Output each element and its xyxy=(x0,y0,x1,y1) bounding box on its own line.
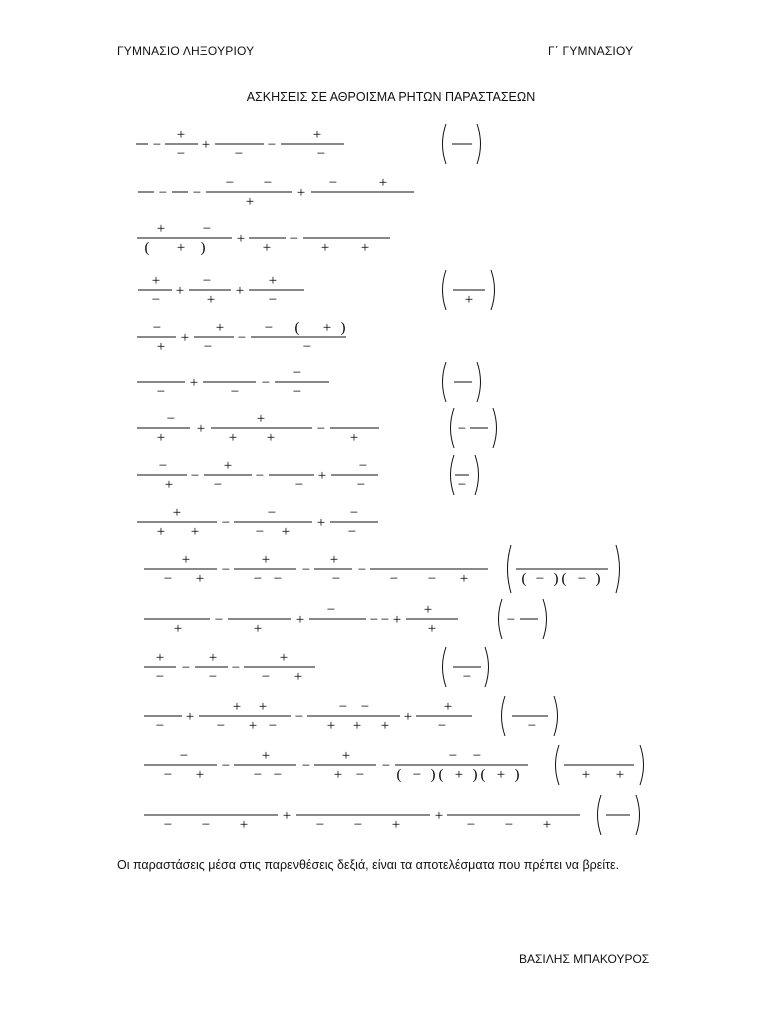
denominator-sign: + xyxy=(190,524,200,540)
denominator-sign: − xyxy=(255,524,265,540)
denominator-sign: ) xyxy=(514,767,520,783)
denominator-sign: − xyxy=(213,477,223,493)
numerator-sign: + xyxy=(208,650,218,666)
numerator-sign: − xyxy=(349,505,359,521)
denominator-sign: + xyxy=(195,571,205,587)
result-close-paren xyxy=(491,270,495,310)
denominator-sign: + xyxy=(253,621,263,637)
denominator-sign: − xyxy=(294,477,304,493)
denominator-sign: − xyxy=(353,817,363,833)
operator-sign: − xyxy=(380,612,390,628)
numerator-sign: − xyxy=(472,748,482,764)
numerator-sign: + xyxy=(172,505,182,521)
result-close-paren xyxy=(493,408,497,448)
numerator-sign: − xyxy=(448,748,458,764)
operator-sign: − xyxy=(192,185,202,201)
numerator-sign: + xyxy=(312,127,322,143)
operator-sign: + xyxy=(235,283,245,299)
denominator-sign: − xyxy=(208,669,218,685)
numerator-sign: + xyxy=(341,748,351,764)
numerator-sign: + xyxy=(215,320,225,336)
denominator-sign: − xyxy=(389,571,399,587)
operator-sign: − xyxy=(214,612,224,628)
numerator-sign: + xyxy=(232,699,242,715)
numerator-sign: − xyxy=(360,699,370,715)
denominator-sign: − xyxy=(331,571,341,587)
denominator-sign: − xyxy=(273,571,283,587)
denominator-sign: + xyxy=(248,718,258,734)
numerator-sign: + xyxy=(423,602,433,618)
operator-sign: + xyxy=(196,421,206,437)
operator-sign: − xyxy=(381,758,391,774)
denominator-sign: − xyxy=(302,339,312,355)
result-close-paren xyxy=(475,455,479,495)
denominator-sign: − xyxy=(356,477,366,493)
result-sign: − xyxy=(506,612,516,628)
numerator-sign: − xyxy=(328,175,338,191)
denominator-sign: − xyxy=(156,384,166,400)
numerator-sign: + xyxy=(223,458,233,474)
result-close-paren xyxy=(636,795,640,835)
denominator-sign: − xyxy=(577,571,587,587)
result-open-paren xyxy=(502,696,506,736)
denominator-sign: − xyxy=(292,384,302,400)
operator-sign: − xyxy=(289,231,299,247)
denominator-sign: + xyxy=(156,430,166,446)
denominator-sign: − xyxy=(355,767,365,783)
denominator-sign: ) xyxy=(595,571,601,587)
denominator-sign: ) xyxy=(472,767,478,783)
operator-sign: + xyxy=(295,612,305,628)
numerator-sign: ) xyxy=(340,320,346,336)
result-close-paren xyxy=(477,362,481,402)
numerator-sign: + xyxy=(261,552,271,568)
operator-sign: − xyxy=(237,330,247,346)
operator-sign: − xyxy=(316,421,326,437)
denominator-sign: + xyxy=(427,621,437,637)
operator-sign: − xyxy=(357,562,367,578)
denominator-sign: − xyxy=(253,767,263,783)
operator-sign: + xyxy=(296,185,306,201)
denominator-sign: − xyxy=(347,524,357,540)
denominator-sign: ( xyxy=(480,767,486,783)
denominator-sign: − xyxy=(535,571,545,587)
operator-sign: − xyxy=(152,137,162,153)
numerator-sign: + xyxy=(268,273,278,289)
numerator-sign: − xyxy=(179,748,189,764)
result-open-paren xyxy=(499,599,503,639)
denominator-sign: − xyxy=(315,817,325,833)
grade-label: Γ΄ ΓΥΜΝΑΣΙΟΥ xyxy=(548,44,634,58)
result-sign: − xyxy=(457,421,467,437)
numerator-sign: − xyxy=(263,175,273,191)
result-open-paren xyxy=(443,362,447,402)
denominator-sign: + xyxy=(464,292,474,308)
result-open-paren xyxy=(443,647,447,687)
operator-sign: + xyxy=(236,231,246,247)
denominator-sign: + xyxy=(173,621,183,637)
denominator-sign: + xyxy=(454,767,464,783)
author-name: ΒΑΣΙΛΗΣ ΜΠΑΚΟΥΡΟΣ xyxy=(519,952,650,966)
operator-sign: − xyxy=(221,562,231,578)
result-close-paren xyxy=(477,124,481,164)
denominator-sign: + xyxy=(542,817,552,833)
denominator-sign: − xyxy=(462,669,472,685)
denominator-sign: + xyxy=(459,571,469,587)
operator-sign: + xyxy=(282,808,292,824)
denominator-sign: − xyxy=(437,718,447,734)
operator-sign: + xyxy=(434,808,444,824)
operator-sign: − xyxy=(221,758,231,774)
denominator-sign: ) xyxy=(553,571,559,587)
denominator-sign: − xyxy=(216,718,226,734)
denominator-sign: − xyxy=(261,669,271,685)
numerator-sign: − xyxy=(225,175,235,191)
numerator-sign: + xyxy=(256,411,266,427)
operator-sign: + xyxy=(189,375,199,391)
operator-sign: + xyxy=(201,137,211,153)
denominator-sign: − xyxy=(253,571,263,587)
denominator-sign: − xyxy=(268,292,278,308)
denominator-sign: + xyxy=(326,718,336,734)
result-close-paren xyxy=(554,696,558,736)
denominator-sign: − xyxy=(234,146,244,162)
denominator-sign: − xyxy=(176,146,186,162)
numerator-sign: + xyxy=(181,552,191,568)
denominator-sign: + xyxy=(360,240,370,256)
numerator-sign: − xyxy=(166,411,176,427)
denominator-sign: + xyxy=(156,524,166,540)
school-name: ΓΥΜΝΑΣΙΟ ΛΗΞΟΥΡΙΟΥ xyxy=(117,44,255,58)
denominator-sign: + xyxy=(293,669,303,685)
numerator-sign: + xyxy=(329,552,339,568)
denominator-sign: − xyxy=(466,817,476,833)
denominator-sign: − xyxy=(151,292,161,308)
denominator-sign: + xyxy=(581,767,591,783)
operator-sign: − xyxy=(261,375,271,391)
operator-sign: + xyxy=(403,709,413,725)
result-open-paren xyxy=(443,270,447,310)
denominator-sign: − xyxy=(427,571,437,587)
denominator-sign: + xyxy=(176,240,186,256)
operator-sign: − xyxy=(231,660,241,676)
result-open-paren xyxy=(598,795,602,835)
denominator-sign: + xyxy=(266,430,276,446)
denominator-sign: − xyxy=(201,817,211,833)
denominator-sign: − xyxy=(316,146,326,162)
denominator-sign: + xyxy=(245,194,255,210)
denominator-sign: ( xyxy=(144,240,150,256)
denominator-sign: − xyxy=(203,339,213,355)
result-close-paren xyxy=(616,545,620,593)
denominator-sign: + xyxy=(349,430,359,446)
numerator-sign: + xyxy=(151,273,161,289)
result-open-paren xyxy=(451,408,455,448)
numerator-sign: + xyxy=(378,175,388,191)
denominator-sign: − xyxy=(412,767,422,783)
denominator-sign: + xyxy=(380,718,390,734)
denominator-sign: + xyxy=(156,339,166,355)
numerator-sign: + xyxy=(443,699,453,715)
numerator-sign: + xyxy=(156,221,166,237)
denominator-sign: − xyxy=(163,571,173,587)
numerator-sign: − xyxy=(326,602,336,618)
denominator-sign: ( xyxy=(438,767,444,783)
operator-sign: − xyxy=(369,612,379,628)
denominator-sign: ( xyxy=(521,571,527,587)
denominator-sign: + xyxy=(164,477,174,493)
instructions-note: Οι παραστάσεις μέσα στις παρενθέσεις δεξιά, είναι τα αποτελέσματα που πρέπει να βρείτε. xyxy=(117,858,620,872)
result-open-paren xyxy=(508,545,512,593)
numerator-sign: + xyxy=(261,748,271,764)
denominator-sign: + xyxy=(262,240,272,256)
page-title: ΑΣΚΗΣΕΙΣ ΣΕ ΑΘΡΟΙΣΜΑ ΡΗΤΩΝ ΠΑΡΑΣΤΑΣΕΩΝ xyxy=(246,90,536,104)
numerator-sign: + xyxy=(258,699,268,715)
numerator-sign: − xyxy=(292,365,302,381)
denominator-sign: + xyxy=(320,240,330,256)
result-close-paren xyxy=(485,647,489,687)
denominator-sign: + xyxy=(333,767,343,783)
numerator-sign: + xyxy=(279,650,289,666)
denominator-sign: − xyxy=(268,718,278,734)
denominator-sign: ) xyxy=(430,767,436,783)
denominator-sign: + xyxy=(281,524,291,540)
numerator-sign: + xyxy=(322,320,332,336)
denominator-sign: − xyxy=(155,669,165,685)
operator-sign: − xyxy=(301,758,311,774)
denominator-sign: − xyxy=(457,477,467,493)
numerator-sign: + xyxy=(155,650,165,666)
denominator-sign: + xyxy=(206,292,216,308)
denominator-sign: ( xyxy=(396,767,402,783)
numerator-sign: − xyxy=(202,221,212,237)
denominator-sign: − xyxy=(504,817,514,833)
denominator-sign: + xyxy=(391,817,401,833)
denominator-sign: + xyxy=(239,817,249,833)
operator-sign: − xyxy=(158,185,168,201)
denominator-sign: − xyxy=(230,384,240,400)
denominator-sign: − xyxy=(273,767,283,783)
numerator-sign: ( xyxy=(294,320,300,336)
operator-sign: + xyxy=(392,612,402,628)
denominator-sign: − xyxy=(527,718,537,734)
operator-sign: − xyxy=(255,468,265,484)
operator-sign: + xyxy=(185,709,195,725)
operator-sign: − xyxy=(294,709,304,725)
numerator-sign: + xyxy=(176,127,186,143)
denominator-sign: − xyxy=(163,817,173,833)
operator-sign: + xyxy=(175,283,185,299)
denominator-sign: − xyxy=(155,718,165,734)
operator-sign: − xyxy=(301,562,311,578)
numerator-sign: − xyxy=(338,699,348,715)
numerator-sign: − xyxy=(202,273,212,289)
numerator-sign: − xyxy=(152,320,162,336)
denominator-sign: + xyxy=(228,430,238,446)
operator-sign: + xyxy=(316,515,326,531)
denominator-sign: + xyxy=(615,767,625,783)
denominator-sign: ( xyxy=(561,571,567,587)
numerator-sign: − xyxy=(267,505,277,521)
operator-sign: + xyxy=(317,468,327,484)
denominator-sign: + xyxy=(352,718,362,734)
denominator-sign: ) xyxy=(200,240,206,256)
operator-sign: − xyxy=(221,515,231,531)
operator-sign: − xyxy=(181,660,191,676)
operator-sign: + xyxy=(180,330,190,346)
result-close-paren xyxy=(543,599,547,639)
denominator-sign: − xyxy=(163,767,173,783)
result-close-paren xyxy=(640,745,644,785)
numerator-sign: − xyxy=(264,320,274,336)
operator-sign: − xyxy=(190,468,200,484)
numerator-sign: − xyxy=(158,458,168,474)
result-open-paren xyxy=(451,455,455,495)
numerator-sign: − xyxy=(358,458,368,474)
operator-sign: − xyxy=(267,137,277,153)
denominator-sign: + xyxy=(195,767,205,783)
result-open-paren xyxy=(443,124,447,164)
denominator-sign: + xyxy=(496,767,506,783)
result-open-paren xyxy=(556,745,560,785)
